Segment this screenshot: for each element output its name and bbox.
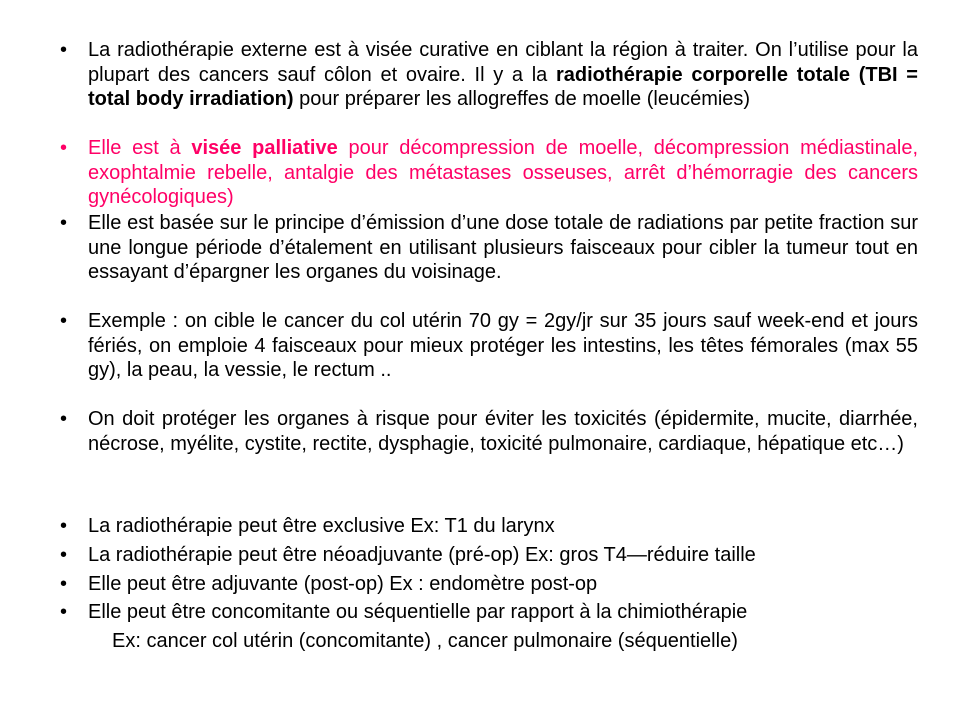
item-text: Elle est basée sur le principe d’émission d’une dose totale de radiations par petite fraction sur une longue période d’étalement en utilisant plusieurs faisceaux pour cibler la tumeur tout en essayant d’épargner les organes du voisinage. [88, 212, 918, 283]
bullet-item-adjuvant [60, 572, 918, 597]
bullet-dot-icon: • [60, 212, 68, 234]
item-text: Elle est à [88, 137, 192, 159]
bullet-item-neoadjuvant [60, 543, 918, 568]
bullet-item-external-radiotherapy [60, 38, 918, 112]
bullet-dot-icon: • [60, 310, 68, 332]
bullet-item-exclusive [60, 514, 918, 539]
bullet-dot-icon: • [60, 544, 68, 566]
item-bold-text: visée palliative [191, 137, 338, 159]
item-text: On doit protéger les organes à risque pour éviter les toxicités (épidermite, mucite, diarrhée, nécrose, myélite, cystite, rectite, dysphagie, toxicité pulmonaire, cardiaque, hépatique etc…) [88, 408, 918, 455]
bullet-dot-icon: • [60, 573, 68, 595]
bullet-item-principle [60, 211, 918, 285]
item-text: Exemple : on cible le cancer du col utérin 70 gy = 2gy/jr sur 35 jours sauf week-end et jours fériés, on emploie 4 faisceaux pour mieux protéger les intestins, les têtes fémorales (max 55 gy), la peau, la vessie, le rectum .. [88, 310, 918, 381]
item-text: La radiothérapie externe est à visée curative en ciblant la région à traiter. On l’utilise pour la plupart des cancers sauf côlon et ovaire. Il y a la [88, 39, 918, 86]
item-bold-text: radiothérapie corporelle totale (TBI = total body irradiation) [88, 63, 918, 110]
item-text: Elle peut être concomitante ou séquentielle par rapport à la chimiothérapie [88, 601, 748, 623]
item-text: pour décompression de moelle, décompression médiastinale, exophtalmie rebelle, antalgie des métastases osseuses, arrêt d’hémorragie des cancers gynécologiques) [88, 137, 918, 208]
item-text: La radiothérapie peut être néoadjuvante (pré-op) Ex: gros T4—réduire taille [88, 544, 756, 566]
bullet-dot-icon: • [60, 39, 68, 61]
bullet-item-organs-at-risk [60, 407, 918, 456]
item-text: Elle peut être adjuvante (post-op) Ex : endomètre post-op [88, 573, 598, 595]
bullet-item-palliative [60, 136, 918, 210]
bullet-item-example [60, 309, 918, 383]
bullet-dot-icon: • [60, 515, 68, 537]
bullet-dot-icon: • [60, 137, 68, 159]
bullet-dot-icon: • [60, 601, 68, 623]
item-text: La radiothérapie peut être exclusive Ex: T1 du larynx [88, 515, 555, 537]
item-text: pour préparer les allogreffes de moelle (leucémies) [293, 88, 751, 110]
bullet-dot-icon: • [60, 408, 68, 430]
example-sub-line: Ex: cancer col utérin (concomitante) , cancer pulmonaire (séquentielle) [112, 630, 738, 652]
bullet-item-concomitant [60, 600, 918, 625]
